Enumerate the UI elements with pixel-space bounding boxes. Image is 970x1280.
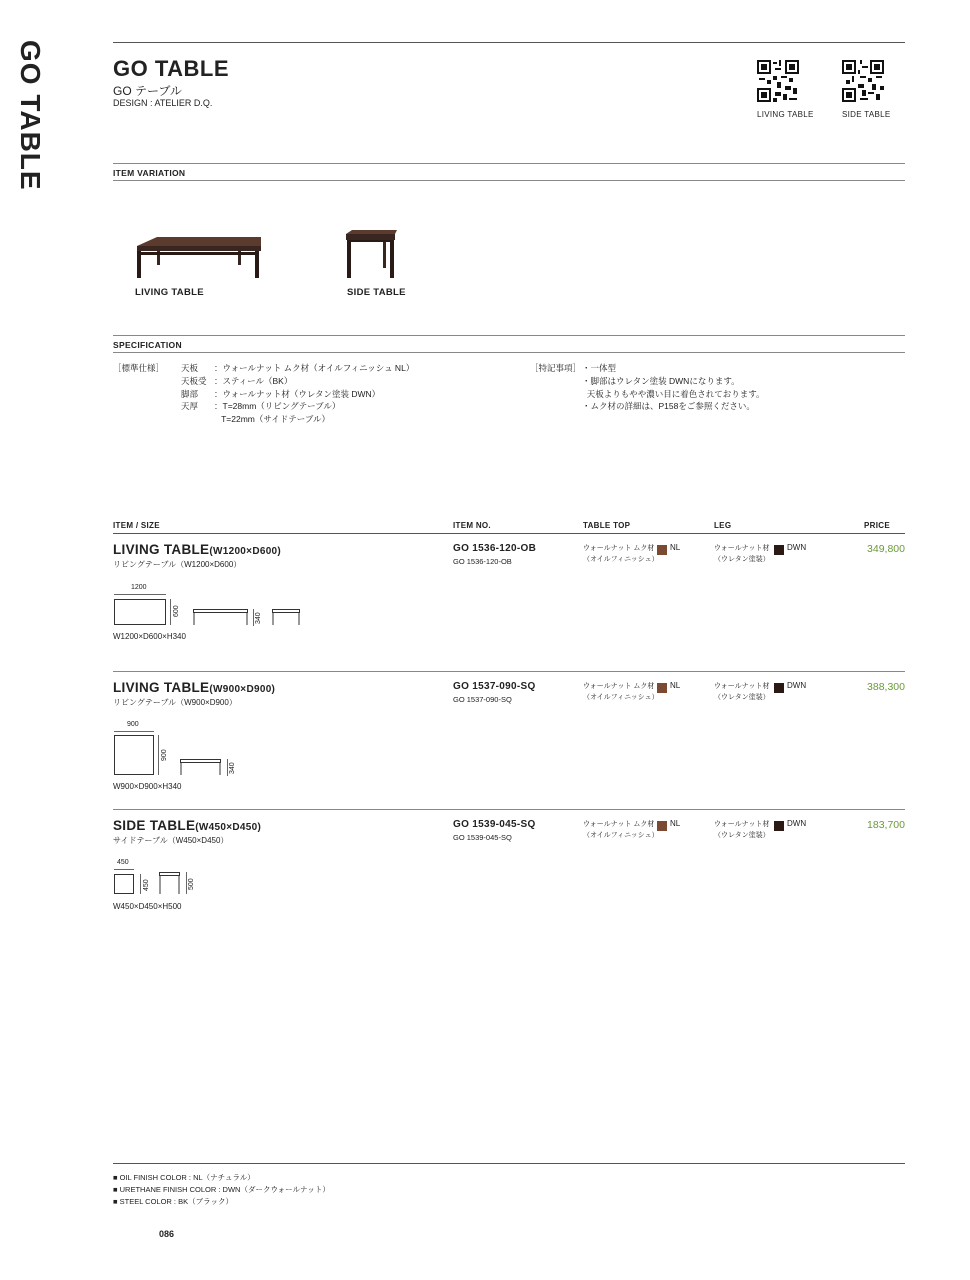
item-name: SIDE TABLE(W450×D450)	[113, 818, 262, 833]
page-title: GO TABLE	[113, 56, 230, 81]
swatch-dwn	[774, 683, 784, 693]
side-elevation	[272, 609, 302, 626]
col-leg: LEG	[714, 521, 732, 530]
footer-note: ■ URETHANE FINISH COLOR : DWN（ダークウォールナット）	[113, 1185, 330, 1194]
leg-material: ウォールナット材 （ウレタン塗装）	[714, 821, 770, 839]
swatch-nl	[657, 545, 667, 555]
variation-heading: ITEM VARIATION	[113, 168, 186, 178]
dim-width-line	[114, 594, 166, 595]
side-title: GO TABLE	[15, 40, 46, 191]
variation-label-living: LIVING TABLE	[135, 287, 204, 298]
spec-standard-values: ：ウォールナット ムク材（オイルフィニッシュ NL） ：スティール（BK） ：ウォールナット材（ウレタン塗装 DWN） ：T=28mm（リビングテーブル） T=22mm（サイドテーブル）	[214, 363, 415, 425]
leg-material: ウォールナット材 （ウレタン塗装）	[714, 545, 770, 563]
dim-depth: 450	[143, 879, 150, 891]
item-divider	[113, 671, 905, 672]
dim-depth-line	[140, 874, 141, 894]
dim-height: 340	[229, 762, 236, 774]
dim-depth-line	[158, 735, 159, 775]
item-name-jp: リビングテーブル（W900×D900）	[113, 698, 237, 707]
leg-material: ウォールナット材 （ウレタン塗装）	[714, 683, 770, 701]
item-price: 388,300	[867, 681, 905, 693]
dim-height-line	[227, 759, 228, 776]
qr-code-side-table[interactable]	[842, 60, 884, 102]
front-elevation	[159, 872, 181, 895]
item-code-sub: GO 1537-090-SQ	[453, 695, 512, 704]
leg-code: DWN	[787, 819, 807, 828]
item-dimensions: W450×D450×H500	[113, 902, 182, 911]
footer-note: ■ OIL FINISH COLOR : NL（ナチュラル）	[113, 1173, 255, 1182]
page-subtitle-jp: GO テーブル	[113, 84, 182, 98]
table-top-code: NL	[670, 819, 681, 828]
living-table-image	[133, 234, 263, 284]
table-top-material: ウォールナット ムク材 （オイルフィニッシュ）	[583, 683, 659, 701]
swatch-nl	[657, 683, 667, 693]
qr-label-side-table: SIDE TABLE	[842, 110, 891, 119]
dim-depth: 900	[161, 749, 168, 761]
col-table-top: TABLE TOP	[583, 521, 631, 530]
leg-code: DWN	[787, 543, 807, 552]
dim-height-line	[186, 872, 187, 894]
front-elevation	[180, 759, 223, 776]
plan-view	[114, 735, 154, 775]
table-top-material: ウォールナット ムク材 （オイルフィニッシュ）	[583, 545, 659, 563]
dim-width: 450	[117, 859, 129, 866]
spec-heading: SPECIFICATION	[113, 340, 182, 350]
item-price: 349,800	[867, 543, 905, 555]
plan-view	[114, 599, 166, 625]
item-name: LIVING TABLE(W1200×D600)	[113, 542, 282, 557]
top-divider	[113, 42, 905, 43]
col-price: PRICE	[864, 521, 890, 530]
designer-credit: DESIGN : ATELIER D.Q.	[113, 98, 213, 108]
dim-width-line	[114, 869, 134, 870]
col-item-size: ITEM / SIZE	[113, 521, 160, 530]
item-divider	[113, 809, 905, 810]
table-top-code: NL	[670, 543, 681, 552]
swatch-dwn	[774, 545, 784, 555]
table-header-divider	[113, 533, 905, 534]
dim-width: 1200	[131, 584, 147, 591]
footer-note: ■ STEEL COLOR : BK（ブラック）	[113, 1197, 233, 1206]
variation-top-divider	[113, 163, 905, 164]
item-code-sub: GO 1539-045-SQ	[453, 833, 512, 842]
swatch-dwn	[774, 821, 784, 831]
table-top-material: ウォールナット ムク材 （オイルフィニッシュ）	[583, 821, 659, 839]
spec-notes-label: ［特記事項］	[530, 363, 582, 373]
variation-label-side: SIDE TABLE	[347, 287, 406, 298]
item-price: 183,700	[867, 819, 905, 831]
col-item-no: ITEM NO.	[453, 521, 491, 530]
table-top-code: NL	[670, 681, 681, 690]
footer-divider	[113, 1163, 905, 1164]
leg-code: DWN	[787, 681, 807, 690]
dim-height: 340	[255, 612, 262, 624]
side-table-image	[343, 228, 399, 280]
spec-top-divider	[113, 335, 905, 336]
item-code: GO 1539-045-SQ	[453, 819, 536, 830]
dim-height-line	[253, 609, 254, 626]
item-dimensions: W1200×D600×H340	[113, 632, 186, 641]
spec-standard-keys: 天板 天板受 脚部 天厚	[181, 363, 207, 412]
dim-width-line	[114, 731, 154, 732]
item-dimensions: W900×D900×H340	[113, 782, 182, 791]
item-name-jp: サイドテーブル（W450×D450）	[113, 836, 229, 845]
front-elevation	[193, 609, 249, 626]
item-name: LIVING TABLE(W900×D900)	[113, 680, 276, 695]
item-name-jp: リビングテーブル（W1200×D600）	[113, 560, 242, 569]
item-code: GO 1536-120-OB	[453, 543, 537, 554]
dim-depth: 600	[173, 605, 180, 617]
swatch-nl	[657, 821, 667, 831]
qr-code-living-table[interactable]	[757, 60, 799, 102]
dim-width: 900	[127, 721, 139, 728]
dim-height: 500	[188, 878, 195, 890]
spec-notes: ・一体型 ・脚部はウレタン塗装 DWNになります。 天板よりもやや濃い目に着色されております。 ・ムク材の詳細は、P158をご参照ください。	[582, 363, 765, 412]
qr-label-living-table: LIVING TABLE	[757, 110, 814, 119]
item-code-sub: GO 1536-120-OB	[453, 557, 512, 566]
item-code: GO 1537-090-SQ	[453, 681, 536, 692]
dim-depth-line	[170, 599, 171, 625]
spec-bottom-divider	[113, 352, 905, 353]
variation-bottom-divider	[113, 180, 905, 181]
plan-view	[114, 874, 134, 894]
spec-standard-label: ［標準仕様］	[113, 363, 165, 373]
page-number: 086	[159, 1229, 175, 1239]
